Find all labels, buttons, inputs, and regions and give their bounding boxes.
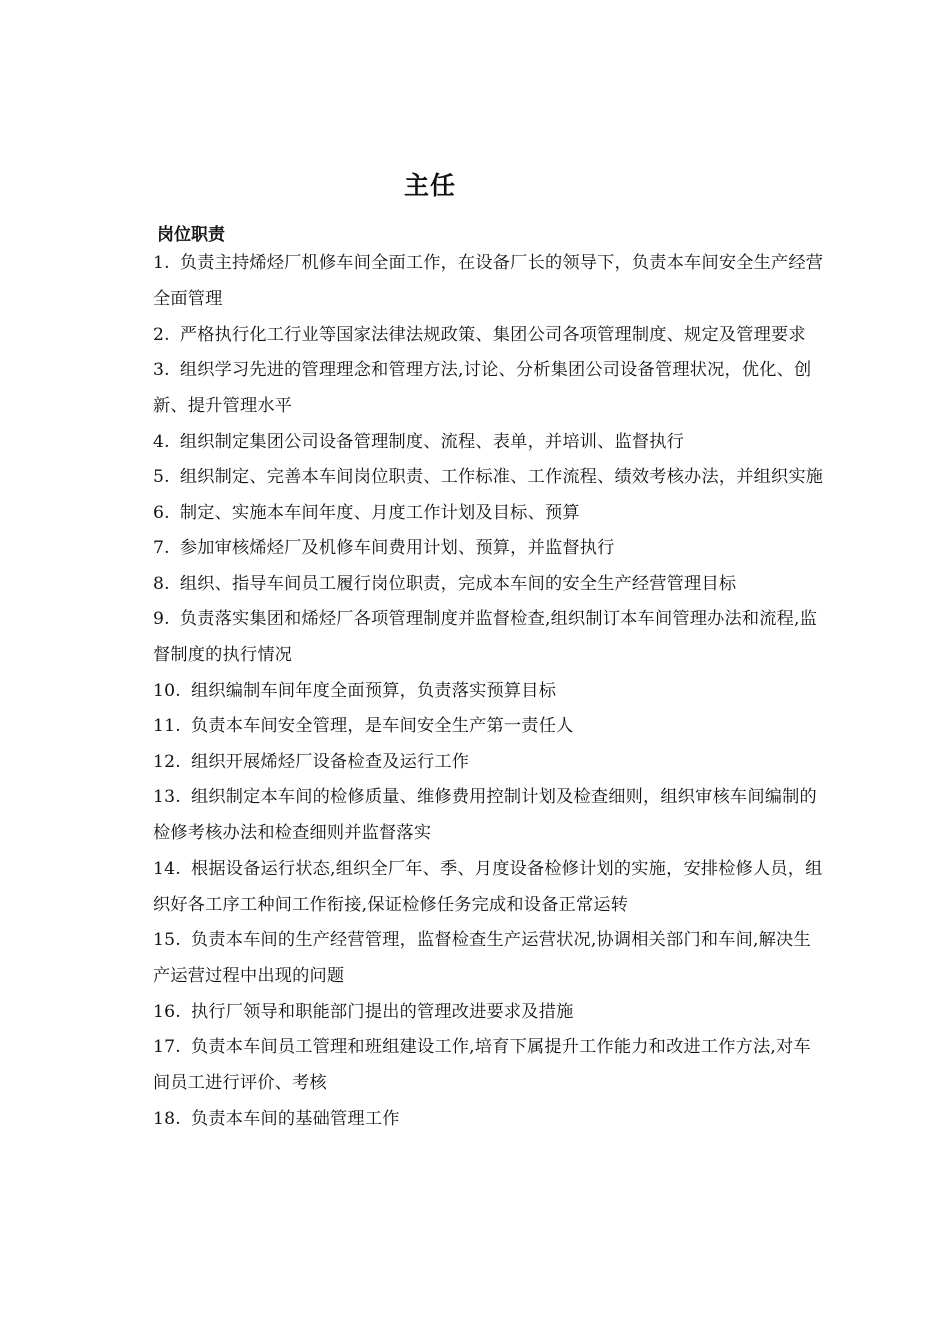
duties-list	[153, 245, 828, 1136]
list-item	[153, 317, 828, 353]
item-text: 负责本车间员工管理和班组建设工作,培育下属提升工作能力和改进工作方法,对车间员工进行评价、考核	[153, 1037, 811, 1093]
item-number: 6.	[153, 502, 170, 523]
list-item	[153, 459, 828, 495]
item-text: 负责落实集团和烯烃厂各项管理制度并监督检查,组织制订本车间管理办法和流程,监督制度的执行情况	[153, 609, 818, 665]
list-item	[153, 1029, 828, 1101]
list-item	[153, 245, 828, 317]
list-item	[153, 601, 828, 673]
list-item	[153, 708, 828, 744]
item-number: 13.	[153, 787, 181, 807]
item-text: 组织、指导车间员工履行岗位职责，完成本车间的安全生产经营管理目标	[179, 573, 737, 594]
item-number: 12.	[153, 751, 181, 772]
item-number: 11.	[153, 716, 181, 736]
item-number: 17.	[153, 1037, 181, 1057]
list-item	[153, 779, 828, 851]
page-title: 主任	[403, 171, 456, 200]
item-text: 组织开展烯烃厂设备检查及运行工作	[190, 751, 470, 772]
item-text: 执行厂领导和职能部门提出的管理改进要求及措施	[190, 1001, 574, 1022]
item-text: 组织制定、完善本车间岗位职责、工作标准、工作流程、绩效考核办法，并组织实施	[179, 467, 824, 487]
section-heading: 岗位职责	[157, 225, 225, 245]
list-item	[153, 994, 828, 1030]
item-number: 7.	[153, 538, 170, 558]
list-item	[153, 744, 828, 780]
item-text: 参加审核烯烃厂及机修车间费用计划、预算，并监督执行	[179, 538, 615, 558]
item-number: 14.	[153, 858, 181, 879]
item-number: 5.	[153, 467, 170, 487]
list-item	[153, 424, 828, 460]
item-text: 负责本车间的基础管理工作	[190, 1108, 400, 1129]
list-item	[153, 530, 828, 566]
list-item	[153, 495, 828, 531]
item-number: 2.	[153, 324, 170, 345]
item-text: 制定、实施本车间年度、月度工作计划及目标、预算	[179, 502, 580, 523]
item-text: 组织制定本车间的检修质量、维修费用控制计划及检查细则，组织审核车间编制的检修考核办法和检查细则并监督落实	[153, 787, 817, 843]
item-number: 3.	[153, 360, 170, 380]
list-item	[153, 851, 828, 923]
item-text: 负责本车间的生产经营管理，监督检查生产运营状况,协调相关部门和车间,解决生产运营过程中出现的问题	[153, 930, 811, 986]
item-number: 4.	[153, 431, 170, 452]
item-number: 16.	[153, 1001, 181, 1022]
list-item	[153, 352, 828, 424]
list-item	[153, 566, 828, 602]
item-number: 10.	[153, 680, 181, 701]
item-text: 组织制定集团公司设备管理制度、流程、表单，并培训、监督执行	[179, 431, 685, 452]
item-number: 18.	[153, 1108, 181, 1129]
list-item	[153, 1101, 828, 1137]
item-text: 负责本车间安全管理，是车间安全生产第一责任人	[190, 716, 574, 736]
item-text: 组织学习先进的管理理念和管理方法,讨论、分析集团公司设备管理状况，优化、创新、提升管理水平	[153, 360, 812, 416]
list-item	[153, 673, 828, 709]
item-number: 1.	[153, 253, 170, 273]
item-text: 严格执行化工行业等国家法律法规政策、集团公司各项管理制度、规定及管理要求	[179, 324, 806, 345]
item-text: 负责主持烯烃厂机修车间全面工作，在设备厂长的领导下，负责本车间安全生产经营全面管理	[153, 253, 824, 309]
list-item	[153, 922, 828, 994]
item-number: 9.	[153, 609, 170, 629]
item-text: 组织编制车间年度全面预算，负责落实预算目标	[190, 680, 557, 701]
item-number: 15.	[153, 930, 181, 950]
item-text: 根据设备运行状态,组织全厂年、季、月度设备检修计划的实施，安排检修人员，组织好各工序工种间工作衔接,保证检修任务完成和设备正常运转	[153, 858, 823, 915]
item-number: 8.	[153, 573, 170, 594]
